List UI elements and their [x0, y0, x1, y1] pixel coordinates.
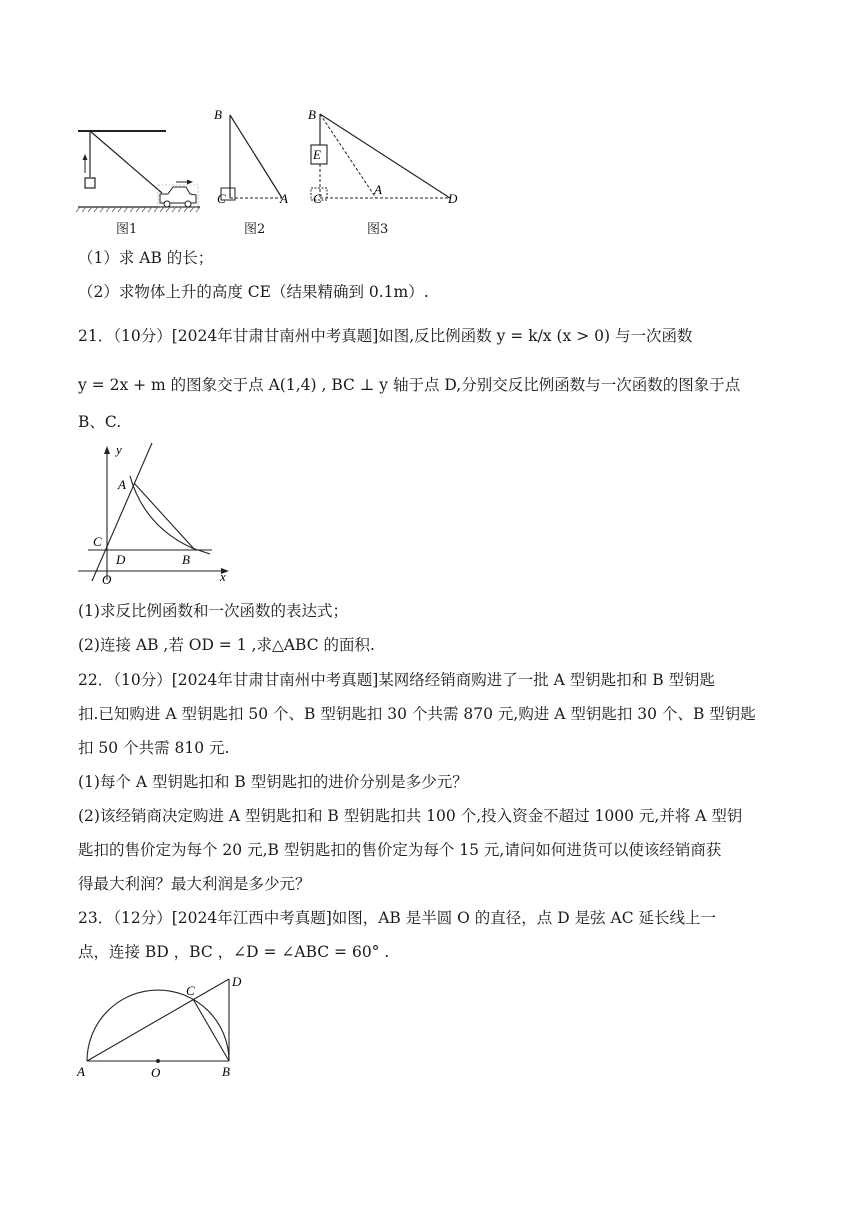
q21-label-C: C [93, 534, 102, 549]
fig3-label-E: E [313, 147, 321, 162]
q21-graph [72, 440, 242, 590]
figure-3-caption: 图3 [367, 222, 389, 237]
figure-2-caption: 图2 [244, 222, 266, 237]
q21-part1: (1)求反比例函数和一次函数的表达式； [78, 602, 348, 620]
q22-part2b: 匙扣的售价定为每个 20 元,B 型钥匙扣的售价定为每个 15 元,请问如何进货可以使该经销商获 [78, 841, 722, 859]
figure-2-triangle [208, 100, 298, 210]
q22-line2: 扣.已知购进 A 型钥匙扣 50 个、B 型钥匙扣 30 个共需 870 元,购进 A 型钥匙扣 30 个、B 型钥匙 [78, 705, 756, 723]
fig3-label-C: C [313, 191, 322, 206]
q21-part2: (2)连接 AB ,若 OD = 1 ,求△ABC 的面积. [78, 636, 375, 654]
figure-3-triangle [300, 100, 465, 210]
q21-label-A: A [118, 477, 126, 492]
q21-line3: B、C. [78, 413, 122, 431]
q22-line3: 扣 50 个共需 810 元. [78, 739, 230, 757]
q21-line2: y = 2x + m 的图象交于点 A(1,4) , BC ⊥ y 轴于点 D,分别交反比例函数与一次函数的图象于点 [78, 376, 741, 394]
fig2-label-B: B [214, 107, 222, 122]
q23-label-C: C [186, 983, 195, 998]
q20-part1: （1）求 AB 的长； [78, 249, 214, 267]
fig2-label-A: A [280, 191, 288, 206]
q21-label-O: O [102, 572, 112, 587]
fig3-label-D: D [448, 191, 458, 206]
q21-label-B: B [182, 552, 190, 567]
q21-label-x: x [220, 569, 226, 584]
q23-line1: 23．（12分）[2024年江西中考真题]如图，AB 是半圆 O 的直径，点 D 是弦 AC 延长线上一 [78, 909, 716, 927]
fig2-label-C: C [217, 191, 226, 206]
q22-line1: 22．（10分）[2024年甘肃甘南州中考真题]某网络经销商购进了一批 A 型钥匙扣和 B 型钥匙 [78, 671, 716, 689]
q22-part1: (1)每个 A 型钥匙扣和 B 型钥匙扣的进价分别是多少元？ [78, 773, 468, 791]
q23-line2: 点，连接 BD ，BC ，∠D = ∠ABC = 60° . [78, 943, 390, 961]
q20-part2: （2）求物体上升的高度 CE（结果精确到 0.1m）. [78, 283, 429, 301]
q21-line1: 21．（10分）[2024年甘肃甘南州中考真题]如图,反比例函数 y = k/x (x > 0) 与一次函数 [78, 327, 693, 345]
q23-label-B: B [222, 1064, 230, 1079]
fig3-label-A: A [374, 182, 382, 197]
q21-label-D: D [116, 552, 126, 567]
q23-semicircle-figure [72, 968, 252, 1083]
q23-label-D: D [232, 974, 242, 989]
q21-label-y: y [116, 442, 122, 457]
fig3-label-B: B [308, 107, 316, 122]
q23-label-A: A [77, 1064, 85, 1079]
q23-label-O: O [151, 1065, 161, 1080]
figure-1-caption: 图1 [116, 222, 138, 237]
q22-part2a: (2)该经销商决定购进 A 型钥匙扣和 B 型钥匙扣共 100 个,投入资金不超过 1000 元,并将 A 型钥 [78, 807, 743, 825]
q22-part2c: 得最大利润？最大利润是多少元？ [78, 875, 311, 893]
